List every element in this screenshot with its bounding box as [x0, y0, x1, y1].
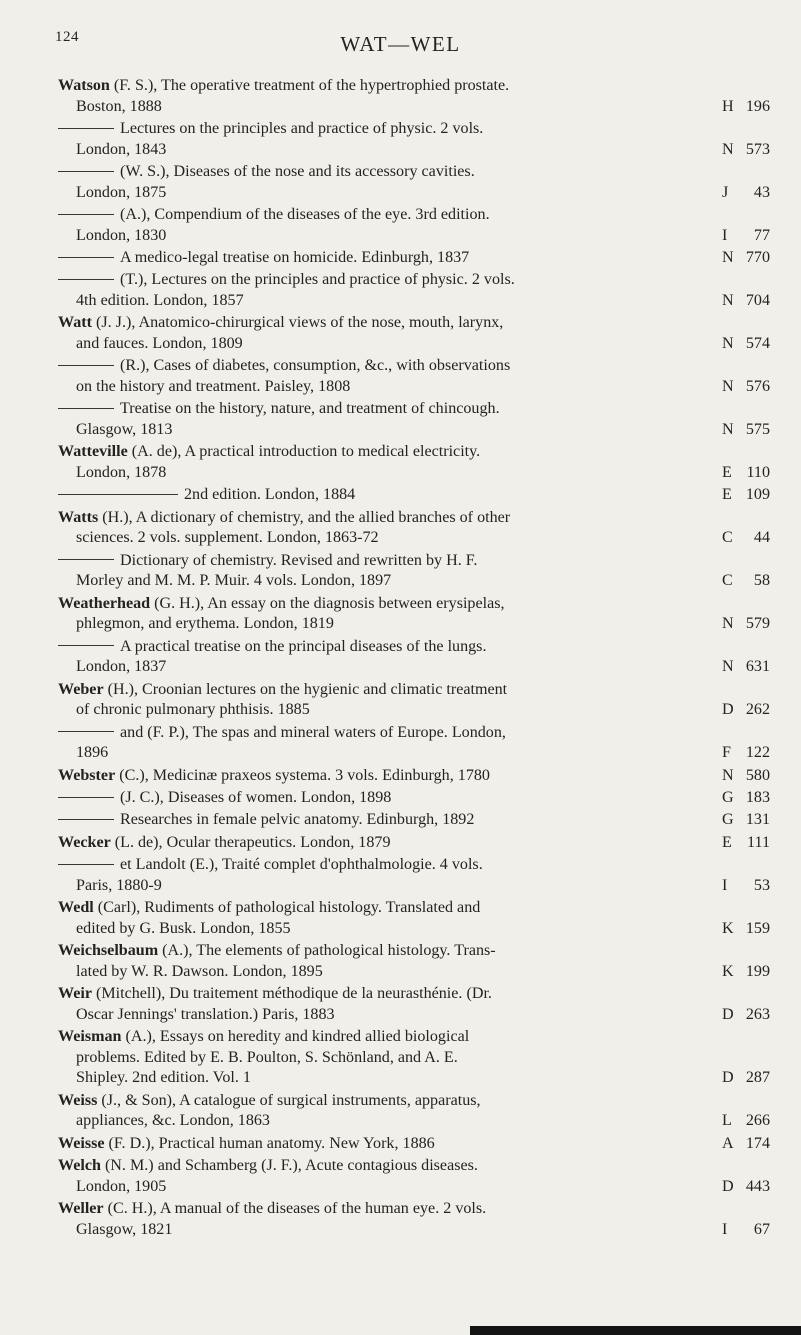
entry-line	[58, 810, 708, 831]
ditto-dash	[58, 797, 114, 798]
catalogue-entry	[58, 833, 770, 854]
shelf-number: 77	[753, 226, 770, 244]
catalogue-entry	[58, 1091, 770, 1132]
entry-line	[58, 723, 708, 744]
shelf-number: 109	[745, 486, 770, 504]
catalogue-entry	[58, 1156, 770, 1197]
entry-title: (L. de), Ocular therapeutics. London, 1879	[110, 833, 391, 851]
entry-text	[58, 833, 722, 854]
shelf-number: 770	[745, 248, 770, 266]
ditto-dash	[58, 559, 114, 560]
entry-text	[58, 76, 722, 117]
entry-text	[58, 119, 722, 160]
ditto-dash	[58, 279, 114, 280]
catalogue-entries	[58, 76, 770, 1242]
shelf-letter: D	[722, 1177, 734, 1195]
shelf-number: 110	[746, 463, 770, 481]
entry-text	[58, 508, 722, 549]
entry-author: Weir	[58, 985, 92, 1003]
entry-line	[58, 119, 708, 140]
shelf-number: 131	[745, 811, 770, 829]
entry-continuation: lated by W. R. Dawson. London, 1895	[76, 962, 323, 980]
shelf-number: 183	[745, 788, 770, 806]
catalogue-entry	[58, 723, 770, 764]
shelf-number: 58	[753, 572, 770, 590]
entry-line	[58, 1027, 708, 1048]
shelf-number: 580	[745, 766, 770, 784]
catalogue-entry	[58, 205, 770, 246]
entry-line	[58, 833, 708, 854]
entry-title: (A.), The elements of pathological histology. Trans-	[158, 942, 496, 960]
shelf-letter: D	[722, 1005, 734, 1023]
entry-title: Dictionary of chemistry. Revised and rewritten by H. F.	[120, 551, 478, 569]
entry-title: (W. S.), Diseases of the nose and its accessory cavities.	[120, 162, 475, 180]
entry-line	[58, 1134, 708, 1155]
catalogue-entry	[58, 637, 770, 678]
entry-title: and (F. P.), The spas and mineral waters of Europe. London,	[120, 723, 506, 741]
entry-author: Watts	[58, 508, 99, 526]
shelf-letter: K	[722, 919, 734, 937]
catalogue-entry	[58, 313, 770, 354]
catalogue-entry	[58, 399, 770, 440]
entry-text	[58, 680, 722, 721]
entry-line	[58, 766, 708, 787]
shelf-number: 174	[745, 1134, 770, 1152]
shelf-number: 44	[753, 529, 770, 547]
entry-text	[58, 313, 722, 354]
shelf-number: 579	[745, 615, 770, 633]
entry-title: (A.), Essays on heredity and kindred allied biological	[121, 1028, 470, 1046]
shelf-letter: N	[722, 334, 734, 352]
entry-line	[58, 898, 708, 919]
entry-title: (G. H.), An essay on the diagnosis between erysipelas,	[150, 594, 505, 612]
entry-title: (Carl), Rudiments of pathological histology. Translated and	[93, 899, 481, 917]
entry-title: (C. H.), A manual of the diseases of the human eye. 2 vols.	[103, 1199, 487, 1217]
shelf-number: 159	[745, 919, 770, 937]
entry-continuation: London, 1875	[76, 183, 167, 201]
entry-author: Webster	[58, 766, 116, 784]
shelf-number: 67	[753, 1220, 770, 1238]
entry-line	[58, 205, 708, 226]
entry-author: Weiss	[58, 1091, 98, 1109]
catalogue-entry	[58, 680, 770, 721]
ditto-dash	[58, 731, 114, 732]
entry-title: et Landolt (E.), Traité complet d'ophthalmologie. 4 vols.	[120, 856, 483, 874]
entry-text	[58, 855, 722, 896]
shelf-letter: A	[722, 1134, 734, 1152]
shelf-letter: H	[722, 97, 734, 115]
shelf-letter: N	[722, 615, 734, 633]
shelf-letter: D	[722, 701, 734, 719]
entry-line	[58, 680, 708, 701]
ditto-dash	[58, 645, 114, 646]
entry-line	[58, 485, 708, 506]
entry-text	[58, 205, 722, 246]
entry-author: Weatherhead	[58, 594, 151, 612]
entry-continuation: London, 1878	[76, 463, 167, 481]
catalogue-entry	[58, 984, 770, 1025]
entry-author: Weichselbaum	[58, 942, 159, 960]
shelf-letter: E	[722, 833, 732, 851]
catalogue-entry	[58, 356, 770, 397]
page-edge-bar	[470, 1326, 801, 1335]
entry-continuation: edited by G. Busk. London, 1855	[76, 919, 291, 937]
entry-line	[58, 1199, 708, 1220]
entry-continuation: Morley and M. M. P. Muir. 4 vols. London, 1897	[76, 572, 392, 590]
catalogue-entry	[58, 788, 770, 809]
catalogue-entry	[58, 270, 770, 311]
shelf-number: 287	[745, 1069, 770, 1087]
entry-text	[58, 810, 722, 831]
shelf-letter: L	[722, 1112, 732, 1130]
catalogue-entry	[58, 551, 770, 592]
shelf-number: 631	[745, 658, 770, 676]
entry-continuation: Glasgow, 1813	[76, 420, 173, 438]
entry-text	[58, 1134, 722, 1155]
entry-continuation: Paris, 1880-9	[76, 876, 162, 894]
shelf-letter: E	[722, 486, 732, 504]
catalogue-entry	[58, 1134, 770, 1155]
entry-text	[58, 162, 722, 203]
shelf-letter: I	[722, 1220, 728, 1238]
ditto-dash	[58, 494, 178, 495]
entry-title: (J., & Son), A catalogue of surgical instruments, apparatus,	[97, 1091, 481, 1109]
catalogue-entry	[58, 76, 770, 117]
catalogue-entry	[58, 594, 770, 635]
entry-text	[58, 551, 722, 592]
entry-title: (N. M.) and Schamberg (J. F.), Acute contagious diseases.	[100, 1157, 478, 1174]
entry-title: Lectures on the principles and practice of physic. 2 vols.	[120, 119, 484, 137]
shelf-letter: N	[722, 140, 734, 158]
entry-line	[58, 984, 708, 1005]
entry-author: Wecker	[58, 833, 111, 851]
entry-continuation: sciences. 2 vols. supplement. London, 1863-72	[76, 529, 379, 547]
entry-author: Welch	[58, 1157, 101, 1174]
shelf-letter: N	[722, 658, 734, 676]
shelf-number: 266	[745, 1112, 770, 1130]
shelf-letter: C	[722, 529, 733, 547]
catalogue-entry	[58, 442, 770, 483]
entry-title: (H.), A dictionary of chemistry, and the allied branches of other	[98, 508, 511, 526]
shelf-letter: G	[722, 811, 734, 829]
shelf-number: 443	[745, 1177, 770, 1195]
entry-text	[58, 984, 722, 1025]
entry-continuation: Boston, 1888	[76, 97, 162, 115]
catalogue-entry	[58, 1027, 770, 1089]
entry-line	[58, 356, 708, 377]
ditto-dash	[58, 864, 114, 865]
entry-line	[58, 399, 708, 420]
entry-line	[58, 508, 708, 529]
entry-author: Watson	[58, 77, 110, 94]
entry-text	[58, 1199, 722, 1240]
ditto-dash	[58, 257, 114, 258]
ditto-dash	[58, 171, 114, 172]
shelf-number: 262	[745, 701, 770, 719]
entry-line	[58, 551, 708, 572]
entry-title: (Mitchell), Du traitement méthodique de la neurasthénie. (Dr.	[91, 985, 492, 1003]
shelf-letter: I	[722, 876, 728, 894]
shelf-number: 199	[745, 962, 770, 980]
shelf-letter: N	[722, 420, 734, 438]
shelf-letter: C	[722, 572, 733, 590]
ditto-dash	[58, 214, 114, 215]
entry-continuation: London, 1843	[76, 140, 167, 158]
ditto-dash	[58, 365, 114, 366]
entry-line	[58, 76, 708, 97]
entry-title: (J. J.), Anatomico-chirurgical views of the nose, mouth, larynx,	[91, 314, 504, 332]
shelf-number: 53	[753, 876, 770, 894]
entry-author: Weisman	[58, 1028, 122, 1046]
catalogue-entry	[58, 485, 770, 506]
catalogue-entry	[58, 766, 770, 787]
entry-text	[58, 442, 722, 483]
shelf-letter: N	[722, 248, 734, 266]
shelf-number: 43	[753, 183, 770, 201]
shelf-number: 122	[745, 744, 770, 762]
page-number: 124	[55, 29, 79, 45]
entry-text	[58, 637, 722, 678]
entry-continuation: London, 1837	[76, 658, 167, 676]
entry-text	[58, 723, 722, 764]
ditto-dash	[58, 408, 114, 409]
entry-title: (F. S.), The operative treatment of the hypertrophied prostate.	[109, 77, 510, 94]
entry-continuation: 1896	[76, 744, 109, 762]
entry-title: (J. C.), Diseases of women. London, 1898	[120, 788, 392, 806]
entry-continuation: Oscar Jennings' translation.) Paris, 1883	[76, 1005, 335, 1023]
entry-continuation: problems. Edited by E. B. Poulton, S. Schönland, and A. E.	[76, 1048, 458, 1066]
shelf-number: 263	[745, 1005, 770, 1023]
shelf-number: 576	[745, 377, 770, 395]
entry-author: Weller	[58, 1199, 104, 1217]
entry-text	[58, 941, 722, 982]
catalogue-entry	[58, 248, 770, 269]
entry-continuation: Shipley. 2nd edition. Vol. 1	[76, 1069, 251, 1087]
entry-title: 2nd edition. London, 1884	[184, 486, 356, 504]
entry-title: Treatise on the history, nature, and treatment of chincough.	[120, 400, 500, 418]
entry-text	[58, 1156, 722, 1197]
shelf-letter: D	[722, 1069, 734, 1087]
entry-continuation: appliances, &c. London, 1863	[76, 1112, 270, 1130]
shelf-letter: J	[722, 183, 729, 201]
entry-author: Watteville	[58, 443, 128, 461]
catalogue-entry	[58, 898, 770, 939]
shelf-number: 196	[745, 97, 770, 115]
entry-text	[58, 356, 722, 397]
entry-continuation: 4th edition. London, 1857	[76, 291, 244, 309]
shelf-number: 704	[745, 291, 770, 309]
entry-continuation: London, 1905	[76, 1177, 167, 1195]
catalogue-entry	[58, 119, 770, 160]
entry-text	[58, 766, 722, 787]
entry-continuation: phlegmon, and erythema. London, 1819	[76, 615, 334, 633]
shelf-letter: K	[722, 962, 734, 980]
entry-text	[58, 248, 722, 269]
entry-text	[58, 1027, 722, 1089]
shelf-letter: I	[722, 226, 728, 244]
ditto-dash	[58, 128, 114, 129]
entry-continuation: London, 1830	[76, 226, 167, 244]
entry-author: Wedl	[58, 899, 94, 917]
running-head: WAT—WEL	[340, 32, 461, 56]
entry-title: (R.), Cases of diabetes, consumption, &c., with observations	[120, 357, 511, 375]
shelf-letter: F	[722, 744, 731, 762]
shelf-number: 574	[745, 334, 770, 352]
shelf-letter: E	[722, 463, 732, 481]
entry-text	[58, 399, 722, 440]
catalogue-entry	[58, 855, 770, 896]
catalogue-entry	[58, 1199, 770, 1240]
entry-title: (T.), Lectures on the principles and practice of physic. 2 vols.	[120, 271, 515, 289]
entry-line	[58, 637, 708, 658]
shelf-number: 573	[745, 140, 770, 158]
entry-line	[58, 941, 708, 962]
entry-line	[58, 270, 708, 291]
entry-text	[58, 270, 722, 311]
entry-title: (A. de), A practical introduction to medical electricity.	[127, 443, 481, 461]
entry-title: A medico-legal treatise on homicide. Edinburgh, 1837	[120, 248, 470, 266]
entry-text	[58, 898, 722, 939]
entry-line	[58, 313, 708, 334]
entry-title: (H.), Croonian lectures on the hygienic and climatic treatment	[103, 680, 508, 698]
shelf-letter: N	[722, 377, 734, 395]
entry-line	[58, 855, 708, 876]
entry-continuation: Glasgow, 1821	[76, 1220, 173, 1238]
shelf-number: 575	[745, 420, 770, 438]
entry-title: (F. D.), Practical human anatomy. New York, 1886	[104, 1134, 435, 1152]
shelf-number: 111	[747, 833, 770, 851]
entry-text	[58, 1091, 722, 1132]
entry-title: A practical treatise on the principal diseases of the lungs.	[120, 637, 487, 655]
entry-line	[58, 248, 708, 269]
entry-continuation: on the history and treatment. Paisley, 1808	[76, 377, 351, 395]
entry-author: Weber	[58, 680, 104, 698]
entry-line	[58, 1156, 708, 1177]
entry-line	[58, 788, 708, 809]
shelf-letter: N	[722, 766, 734, 784]
entry-line	[58, 1091, 708, 1112]
entry-author: Weisse	[58, 1134, 105, 1152]
ditto-dash	[58, 819, 114, 820]
catalogue-entry	[58, 162, 770, 203]
entry-title: Researches in female pelvic anatomy. Edinburgh, 1892	[120, 811, 475, 829]
catalogue-entry	[58, 508, 770, 549]
entry-title: (C.), Medicinæ praxeos systema. 3 vols. Edinburgh, 1780	[115, 766, 490, 784]
entry-continuation: and fauces. London, 1809	[76, 334, 243, 352]
entry-text	[58, 594, 722, 635]
shelf-letter: N	[722, 291, 734, 309]
entry-line	[58, 594, 708, 615]
shelf-letter: G	[722, 788, 734, 806]
entry-text	[58, 788, 722, 809]
catalogue-entry	[58, 810, 770, 831]
entry-author: Watt	[58, 314, 92, 332]
entry-title: (A.), Compendium of the diseases of the eye. 3rd edition.	[120, 205, 490, 223]
entry-continuation: of chronic pulmonary phthisis. 1885	[76, 701, 310, 719]
entry-line	[58, 162, 708, 183]
catalogue-entry	[58, 941, 770, 982]
entry-line	[58, 442, 708, 463]
entry-text	[58, 485, 722, 506]
